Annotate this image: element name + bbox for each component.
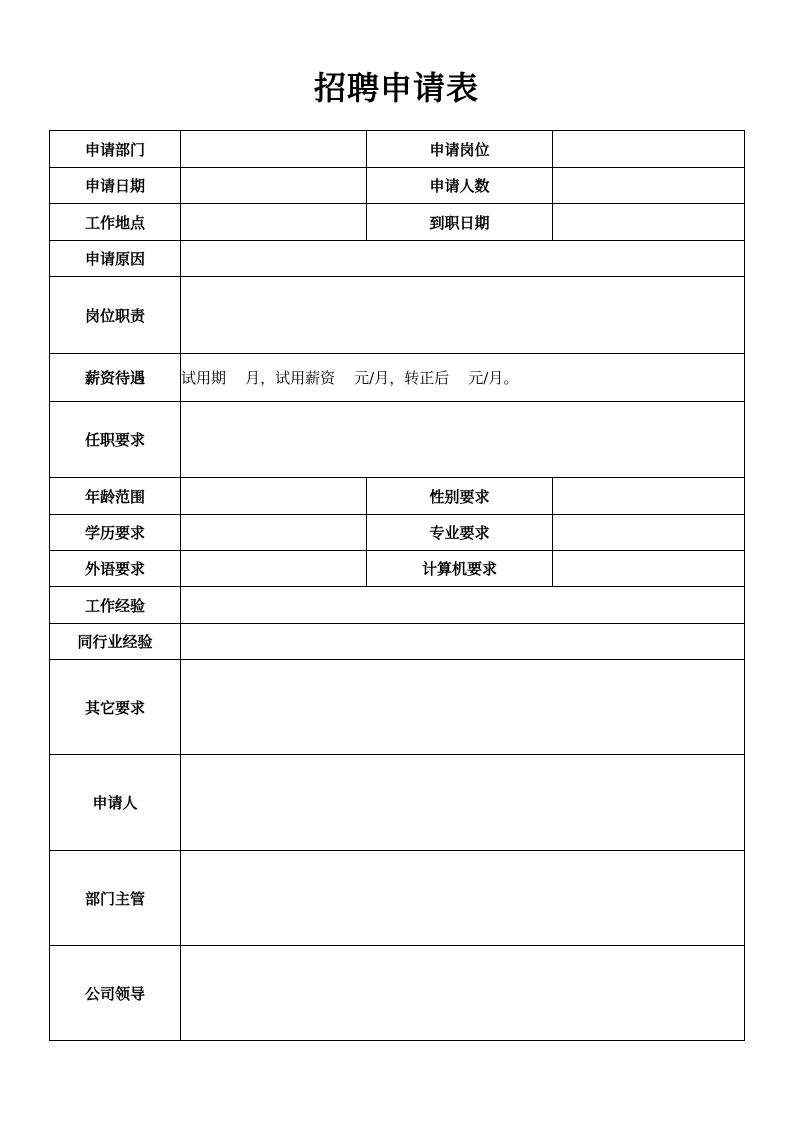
- label-apply-date: 申请日期: [50, 168, 181, 204]
- label-industry-exp: 同行业经验: [50, 624, 181, 660]
- field-job-duties[interactable]: [181, 277, 745, 354]
- field-language-req[interactable]: [181, 551, 367, 587]
- field-computer-req[interactable]: [553, 551, 745, 587]
- field-apply-date[interactable]: [181, 168, 367, 204]
- form-title: 招聘申请表: [313, 69, 479, 107]
- row-salary: [50, 354, 745, 402]
- label-work-exp: 工作经验: [50, 587, 181, 624]
- field-industry-exp[interactable]: [181, 624, 745, 660]
- label-age-range: 年龄范围: [50, 478, 181, 515]
- field-age-range[interactable]: [181, 478, 367, 515]
- row-apply-reason: [50, 241, 745, 277]
- label-salary: 薪资待遇: [50, 354, 181, 402]
- row-other-req: [50, 660, 745, 755]
- label-work-location: 工作地点: [50, 204, 181, 241]
- recruitment-form-table: [49, 130, 745, 1041]
- label-education-req: 学历要求: [50, 515, 181, 551]
- label-applicant: 申请人: [50, 755, 181, 851]
- field-requirements[interactable]: [181, 402, 745, 478]
- label-job-duties: 岗位职责: [50, 277, 181, 354]
- field-dept-manager[interactable]: [181, 851, 745, 946]
- row-industry-exp: [50, 624, 745, 660]
- row-work-exp: [50, 587, 745, 624]
- row-dept-manager: [50, 851, 745, 946]
- row-applicant: [50, 755, 745, 851]
- field-apply-dept[interactable]: [181, 131, 367, 168]
- field-applicant[interactable]: [181, 755, 745, 851]
- field-gender-req[interactable]: [553, 478, 745, 515]
- label-dept-manager: 部门主管: [50, 851, 181, 946]
- label-apply-headcount: 申请人数: [367, 168, 553, 204]
- field-apply-reason[interactable]: [181, 241, 745, 277]
- label-company-leader: 公司领导: [50, 946, 181, 1041]
- field-salary-text[interactable]: 试用期 月，试用薪资 元/月，转正后 元/月。: [181, 354, 745, 402]
- row-language-computer: [50, 551, 745, 587]
- label-gender-req: 性别要求: [367, 478, 553, 515]
- row-dept-position: [50, 131, 745, 168]
- field-company-leader[interactable]: [181, 946, 745, 1041]
- label-apply-dept: 申请部门: [50, 131, 181, 168]
- field-work-exp[interactable]: [181, 587, 745, 624]
- label-start-date: 到职日期: [367, 204, 553, 241]
- label-apply-reason: 申请原因: [50, 241, 181, 277]
- row-location-start: [50, 204, 745, 241]
- label-requirements: 任职要求: [50, 402, 181, 478]
- row-education-major: [50, 515, 745, 551]
- label-language-req: 外语要求: [50, 551, 181, 587]
- field-apply-position[interactable]: [553, 131, 745, 168]
- row-date-headcount: [50, 168, 745, 204]
- label-other-req: 其它要求: [50, 660, 181, 755]
- field-work-location[interactable]: [181, 204, 367, 241]
- label-major-req: 专业要求: [367, 515, 553, 551]
- field-major-req[interactable]: [553, 515, 745, 551]
- label-apply-position: 申请岗位: [367, 131, 553, 168]
- field-start-date[interactable]: [553, 204, 745, 241]
- field-apply-headcount[interactable]: [553, 168, 745, 204]
- row-age-gender: [50, 478, 745, 515]
- field-education-req[interactable]: [181, 515, 367, 551]
- row-job-duties: [50, 277, 745, 354]
- row-company-leader: [50, 946, 745, 1041]
- label-computer-req: 计算机要求: [367, 551, 553, 587]
- field-other-req[interactable]: [181, 660, 745, 755]
- row-requirements: [50, 402, 745, 478]
